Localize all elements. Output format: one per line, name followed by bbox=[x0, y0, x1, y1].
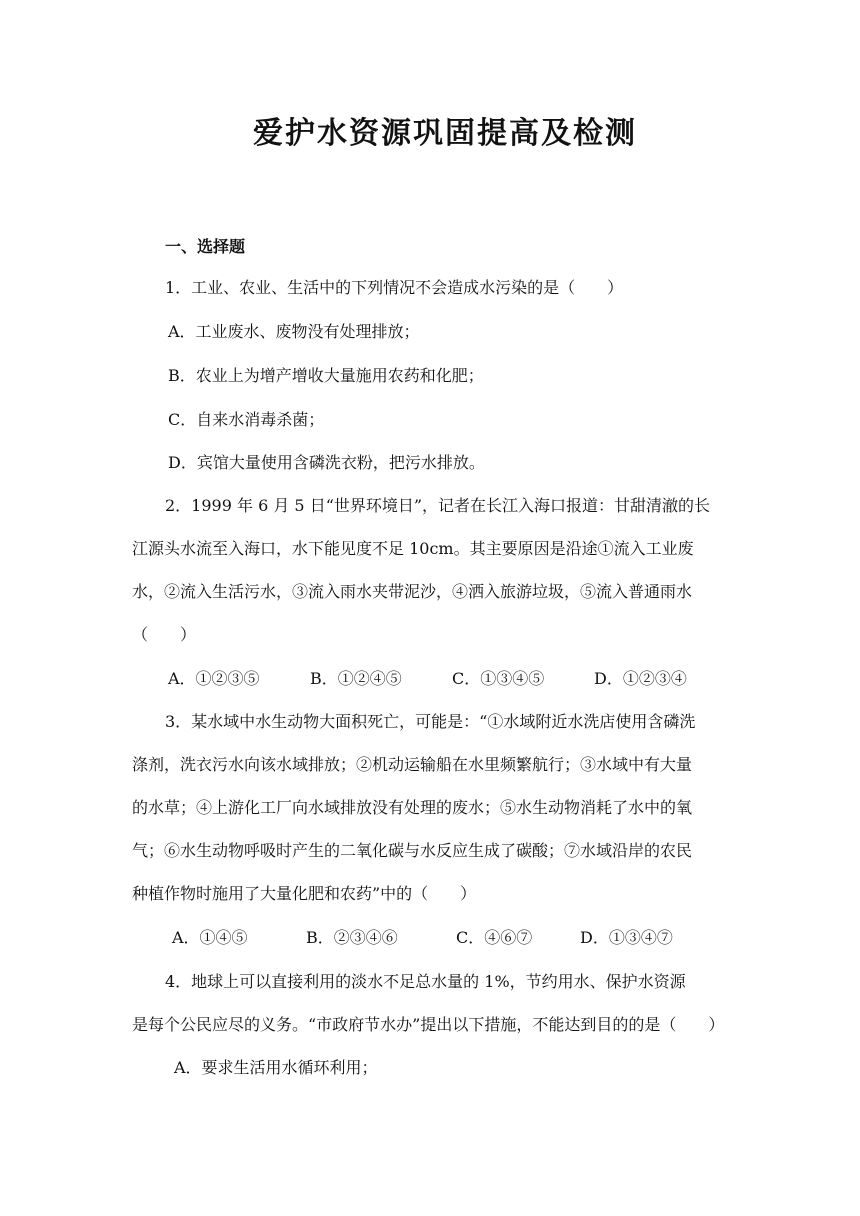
question-2-line-2: 江源头水流至入海口，水下能见度不足 10cm。其主要原因是沿途①流入工业废 bbox=[132, 539, 694, 558]
question-3-option-b: B．②③④⑥ bbox=[306, 928, 398, 947]
question-1-option-c: C．自来水消毒杀菌； bbox=[168, 410, 325, 429]
question-3-line-3: 的水草；④上游化工厂向水域排放没有处理的废水；⑤水生动物消耗了水中的氧 bbox=[132, 798, 693, 817]
question-2-option-a: A．①②③⑤ bbox=[168, 669, 260, 688]
question-3-option-d: D．①③④⑦ bbox=[580, 928, 673, 947]
question-2-option-b: B．①②④⑤ bbox=[310, 669, 402, 688]
question-3-option-a: A．①④⑤ bbox=[172, 928, 248, 947]
section-heading: 一、选择题 bbox=[165, 237, 246, 256]
question-4-option-a: A．要求生活用水循环利用； bbox=[174, 1058, 378, 1077]
question-1-option-a: A．工业废水、废物没有处理排放； bbox=[168, 322, 420, 341]
question-1-option-b: B．农业上为增产增收大量施用农药和化肥； bbox=[168, 366, 484, 385]
question-3-option-c: C．④⑥⑦ bbox=[456, 928, 533, 947]
question-2-option-c: C．①③④⑤ bbox=[452, 669, 545, 688]
question-3-line-4: 气；⑥水生动物呼吸时产生的二氧化碳与水反应生成了碳酸；⑦水域沿岸的农民 bbox=[132, 841, 693, 860]
question-3-line-1: 3．某水域中水生动物大面积死亡，可能是：“①水域附近水洗店使用含磷洗 bbox=[165, 712, 696, 731]
question-1-stem: 1．工业、农业、生活中的下列情况不会造成水污染的是（ ） bbox=[165, 278, 624, 297]
question-2-line-3: 水，②流入生活污水，③流入雨水夹带泥沙，④洒入旅游垃圾，⑤流入普通雨水 bbox=[132, 582, 693, 601]
question-2-option-d: D．①②③④ bbox=[594, 669, 687, 688]
question-1-option-d: D．宾馆大量使用含磷洗衣粉，把污水排放。 bbox=[168, 453, 485, 472]
question-3-line-5: 种植作物时施用了大量化肥和农药”中的（ ） bbox=[132, 884, 477, 903]
question-4-line-2: 是每个公民应尽的义务。“市政府节水办”提出以下措施，不能达到目的的是（ ） bbox=[132, 1015, 725, 1034]
question-3-line-2: 涤剂，洗衣污水向该水域排放；②机动运输船在水里频繁航行；③水域中有大量 bbox=[132, 755, 693, 774]
question-2-line-4: （ ） bbox=[132, 625, 197, 644]
question-4-line-1: 4．地球上可以直接利用的淡水不足总水量的 1%，节约用水、保护水资源 bbox=[165, 972, 686, 991]
page-title: 爱护水资源巩固提高及检测 bbox=[253, 116, 637, 151]
question-2-line-1: 2．1999 年 6 月 5 日“世界环境日”，记者在长江入海口报道：甘甜清澈的长 bbox=[165, 496, 711, 515]
